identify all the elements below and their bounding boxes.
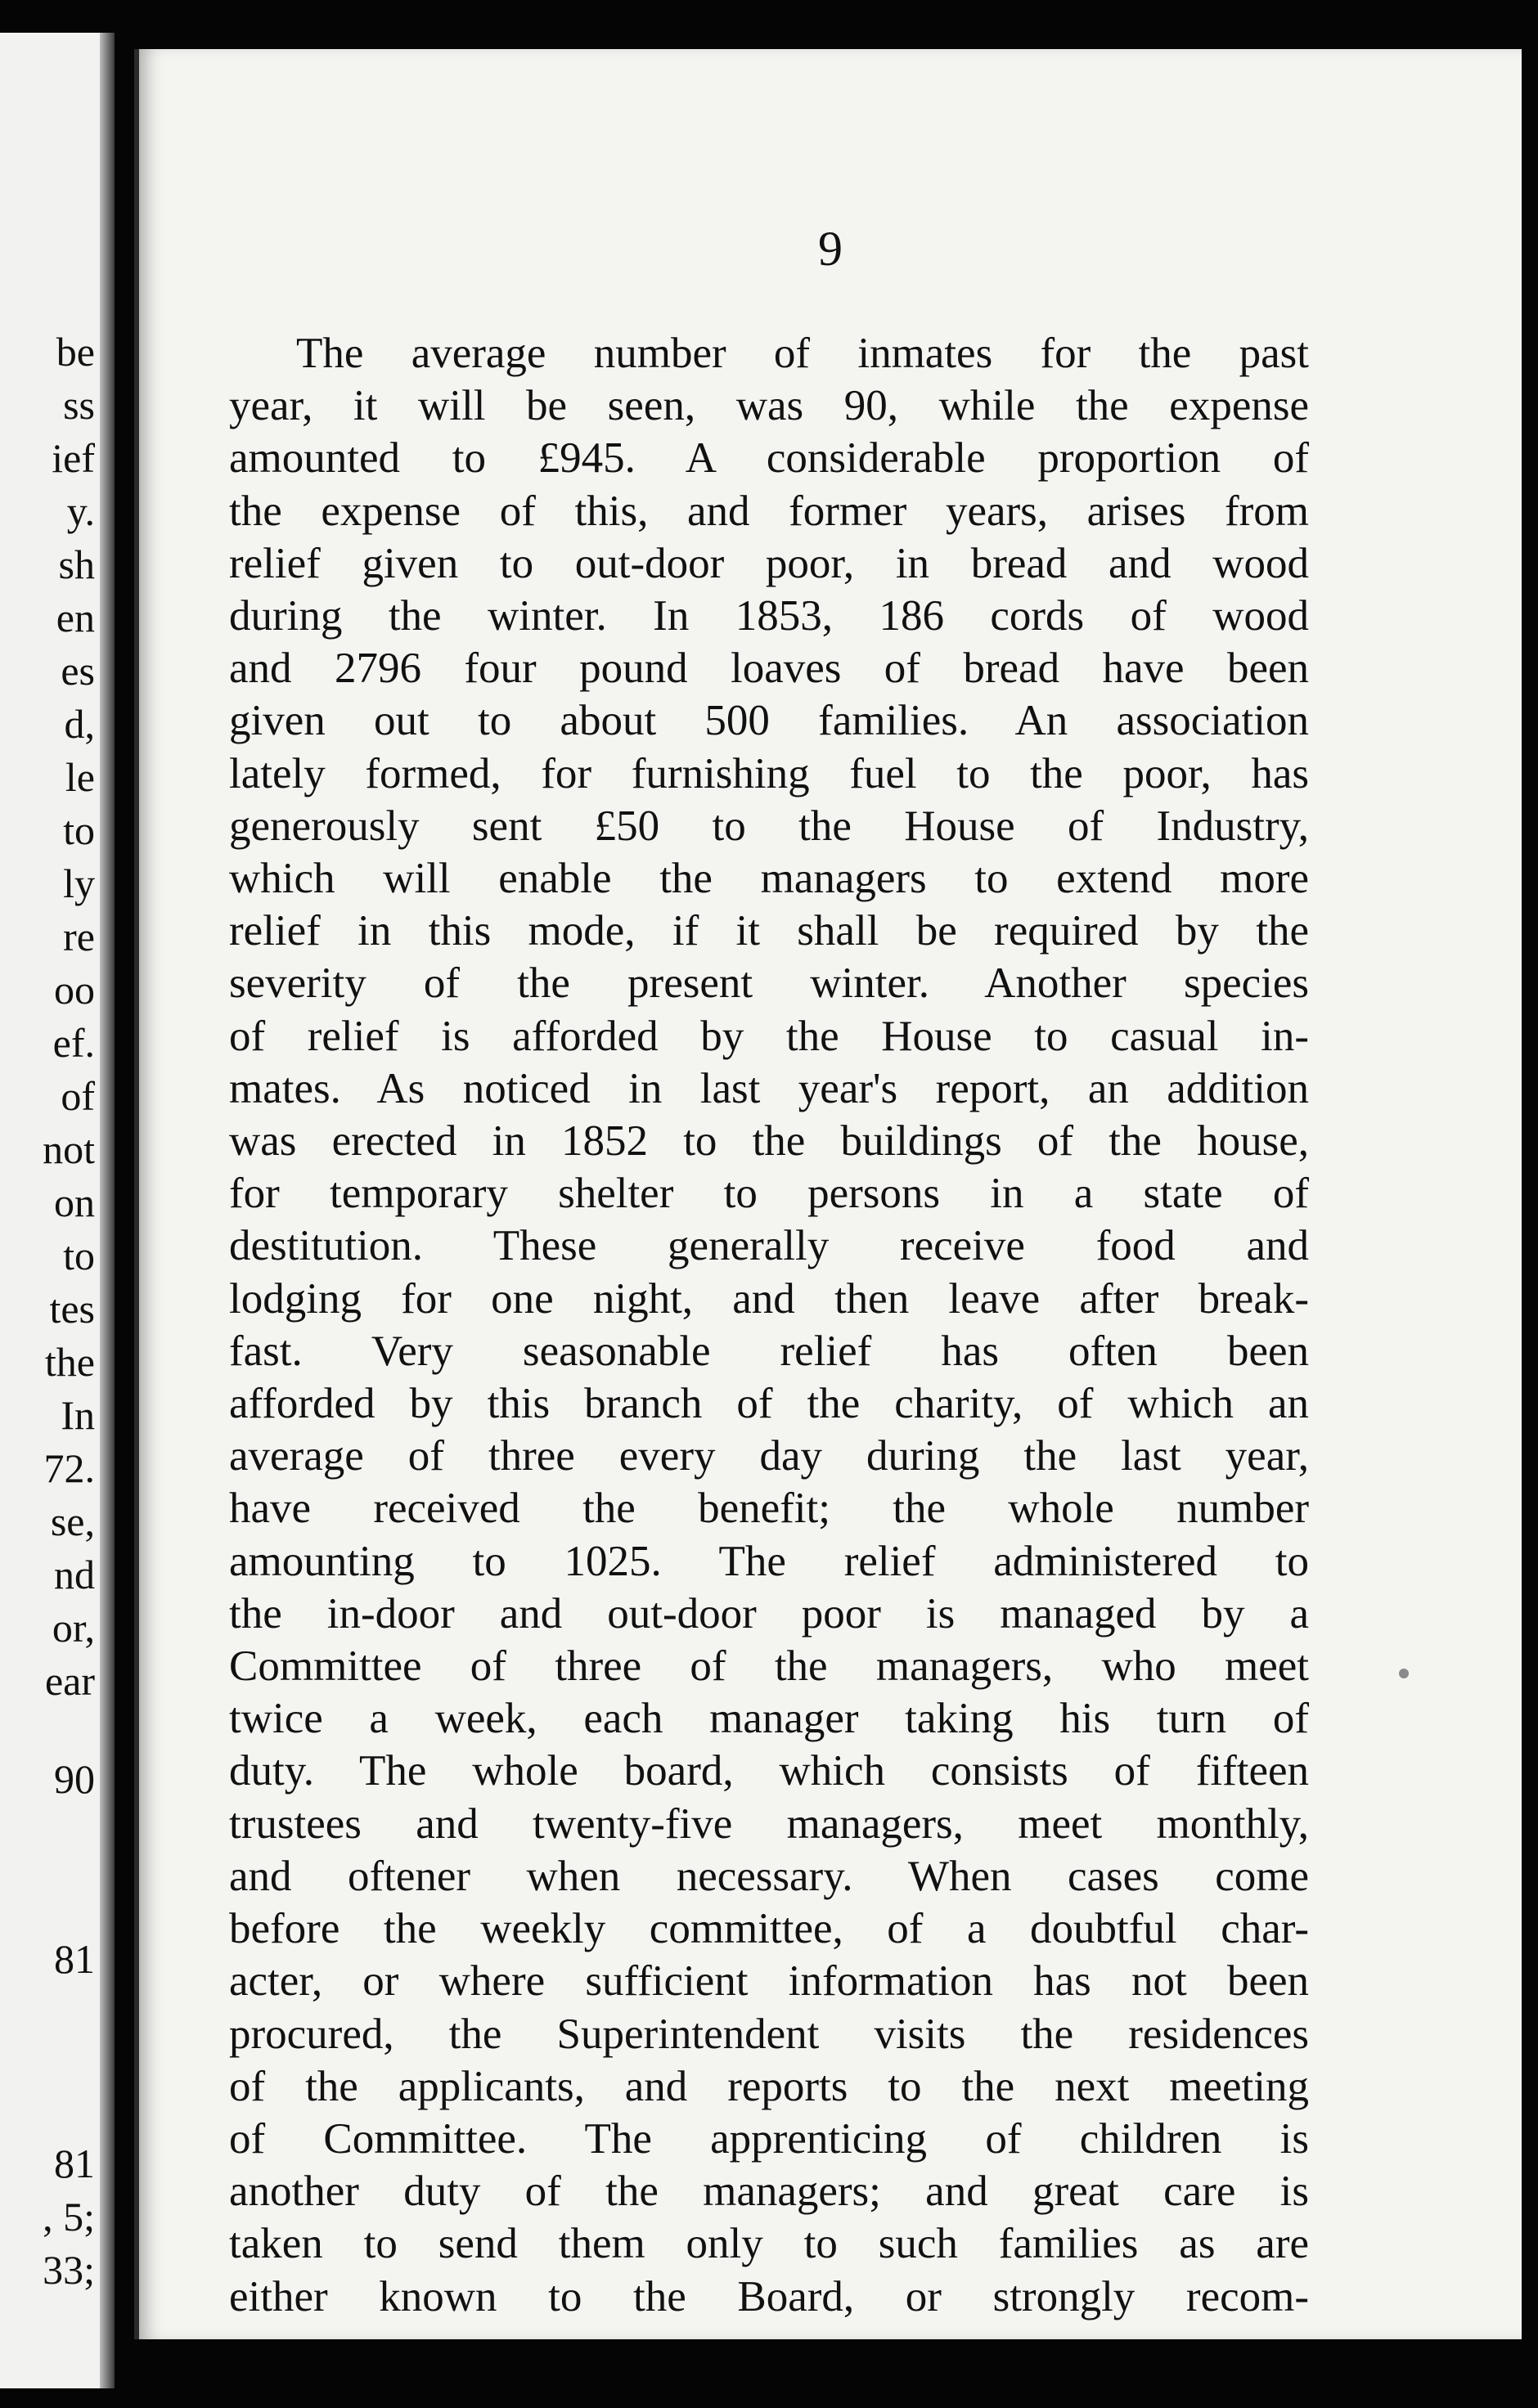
left-fragment: ear [44, 1658, 95, 1704]
book-gutter [100, 33, 115, 2388]
left-fragment: 33; [43, 2247, 95, 2293]
text-line: Committee of three of the managers, who meet [229, 1642, 1309, 1691]
left-fragment: 72. [43, 1445, 95, 1491]
left-fragment: 90 [54, 1756, 95, 1802]
left-fragment: ief [52, 435, 95, 481]
paper-speck [1399, 1669, 1409, 1678]
text-line: before the weekly committee, of a doubtful char- [229, 1905, 1309, 1953]
left-fragment: not [43, 1126, 95, 1172]
left-fragment: le [65, 754, 95, 800]
left-fragment: nd [54, 1552, 95, 1597]
previous-page-edge [0, 33, 115, 2388]
text-line: given out to about 500 families. An association [229, 697, 1309, 745]
left-fragment: ly [63, 860, 95, 906]
text-line: lodging for one night, and then leave after break- [229, 1274, 1309, 1323]
text-line: for temporary shelter to persons in a state of [229, 1170, 1309, 1218]
page-number: 9 [818, 222, 843, 276]
text-line: lately formed, for furnishing fuel to the poor, has [229, 749, 1309, 797]
left-fragment: y. [66, 488, 95, 534]
left-fragment: ss [63, 382, 95, 428]
text-line: mates. As noticed in last year's report, an addition [229, 1064, 1309, 1112]
left-fragment: oo [54, 967, 95, 1013]
text-line: amounting to 1025. The relief administered to [229, 1537, 1309, 1585]
text-line: duty. The whole board, which consists of fifteen [229, 1747, 1309, 1795]
left-fragment: to [63, 1233, 95, 1278]
left-fragment: 81 [54, 2141, 95, 2186]
text-line: relief given to out-door poor, in bread and wood [229, 539, 1309, 587]
text-line: generously sent £50 to the House of Industry, [229, 802, 1309, 850]
text-line: destitution. These generally receive food and [229, 1222, 1309, 1270]
text-line: procured, the Superintendent visits the residences [229, 2010, 1309, 2058]
text-line: the expense of this, and former years, arises from [229, 487, 1309, 535]
left-fragment: be [56, 329, 95, 375]
left-fragment: en [56, 595, 95, 640]
body-paragraph [229, 327, 1309, 2323]
text-line: the in-door and out-door poor is managed by a [229, 1589, 1309, 1638]
left-fragment: on [54, 1179, 95, 1225]
left-fragment: to [63, 807, 95, 853]
text-line: year, it will be seen, was 90, while the expense [229, 382, 1309, 430]
text-line: afforded by this branch of the charity, of which an [229, 1380, 1309, 1428]
left-fragment: es [61, 648, 95, 694]
left-fragment: or, [52, 1605, 95, 1651]
text-line: taken to send them only to such families as are [229, 2220, 1309, 2268]
text-line: another duty of the managers; and great care is [229, 2168, 1309, 2216]
left-fragment: ef. [52, 1020, 95, 1066]
left-fragment: the [44, 1339, 95, 1385]
left-fragment: se, [50, 1498, 95, 1544]
text-line: average of three every day during the last year, [229, 1432, 1309, 1480]
text-line: of Committee. The apprenticing of children is [229, 2114, 1309, 2163]
left-fragment: In [61, 1392, 95, 1438]
text-line: amounted to £945. A considerable proportion of [229, 434, 1309, 483]
left-fragment: of [61, 1073, 95, 1119]
book-page [134, 49, 1522, 2339]
text-line: of relief is afforded by the House to casual in- [229, 1012, 1309, 1060]
text-line: acter, or where sufficient information has not been [229, 1957, 1309, 2006]
left-fragment: tes [49, 1286, 95, 1332]
text-line: which will enable the managers to extend more [229, 855, 1309, 903]
text-line: fast. Very seasonable relief has often been [229, 1327, 1309, 1375]
left-fragment: d, [64, 701, 95, 747]
text-line: relief in this mode, if it shall be required by the [229, 907, 1309, 955]
left-fragment: re [63, 914, 95, 959]
text-line: have received the benefit; the whole number [229, 1485, 1309, 1533]
text-line: trustees and twenty-five managers, meet monthly, [229, 1799, 1309, 1848]
text-line: and oftener when necessary. When cases come [229, 1852, 1309, 1900]
text-line: either known to the Board, or strongly recom- [229, 2272, 1309, 2320]
text-line: was erected in 1852 to the buildings of the house, [229, 1117, 1309, 1166]
left-fragment: , 5; [43, 2194, 95, 2240]
text-line: The average number of inmates for the past [296, 330, 1309, 377]
text-line: of the applicants, and reports to the next meeting [229, 2062, 1309, 2110]
text-line: and 2796 four pound loaves of bread have been [229, 645, 1309, 693]
left-fragment: 81 [54, 1936, 95, 1982]
text-line: twice a week, each manager taking his turn of [229, 1695, 1309, 1743]
text-line: during the winter. In 1853, 186 cords of wood [229, 592, 1309, 640]
text-line: severity of the present winter. Another species [229, 959, 1309, 1008]
left-fragment: sh [58, 541, 95, 587]
